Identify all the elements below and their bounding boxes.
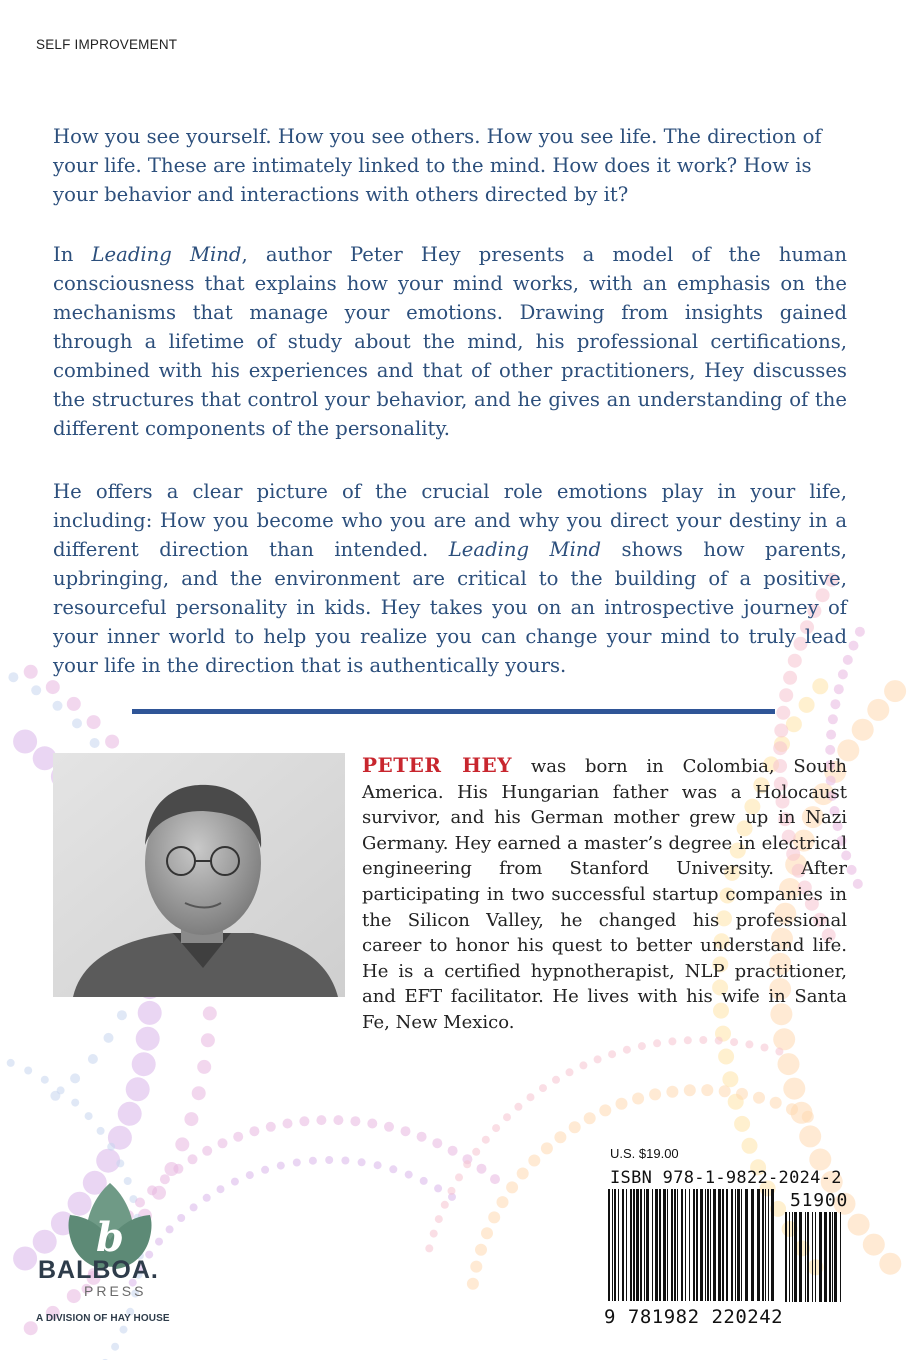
decor-dot (722, 1071, 738, 1087)
barcode-bar (630, 1189, 632, 1301)
decor-dot (132, 1052, 156, 1076)
barcode-bar (663, 1189, 666, 1301)
decor-dot (117, 1010, 127, 1020)
barcode-bar (707, 1189, 709, 1301)
publisher-sub: PRESS (84, 1283, 147, 1299)
decor-dot (684, 1036, 692, 1044)
barcode-bar (785, 1212, 787, 1302)
decor-dot (786, 1103, 798, 1115)
barcode-bar (618, 1189, 619, 1301)
decor-dot (46, 680, 60, 694)
decor-dot (579, 1061, 587, 1069)
barcode-bar (829, 1212, 831, 1302)
barcode-bar (667, 1189, 668, 1301)
decor-dot (776, 706, 790, 720)
barcode-bar (710, 1189, 711, 1301)
barcode-bar (655, 1189, 658, 1301)
barcode-bar (626, 1189, 627, 1301)
decor-dot (554, 1131, 566, 1143)
barcode-bar (726, 1189, 728, 1301)
decor-dot (41, 1076, 49, 1084)
ean-digits: 9 781982 220242 (604, 1306, 784, 1328)
barcode-bar (832, 1212, 833, 1302)
decor-dot (341, 1157, 349, 1165)
barcode-bar (622, 1189, 624, 1301)
author-name: PETER HEY (362, 753, 513, 777)
decor-dot (203, 1194, 211, 1202)
decor-dot (420, 1177, 428, 1185)
decor-dot (566, 1068, 574, 1076)
barcode-bar (693, 1189, 695, 1301)
barcode-bar (718, 1189, 721, 1301)
decor-dot (834, 684, 844, 694)
barcode-bar (696, 1189, 698, 1301)
barcode-bar (815, 1212, 816, 1302)
price-label: U.S. $19.00 (610, 1146, 679, 1161)
barcode-bar (757, 1189, 760, 1301)
barcode-bar (789, 1212, 790, 1302)
decor-dot (111, 1343, 119, 1351)
author-bio-text: was born in Colombia, South America. His Hungarian father was a Holocaust survivor, and his German mother grew up in Nazi Germany. Hey earned a master’s degree in electrical engineering from Stanford University. After participating in two successful startup companies in the Silicon Valley, he changed his professional career to honor his quest to better understand life. He is a certified hypnotherapist, NLP practitioner, and EFT facilitator. He lives with his wife in Santa Fe, New Mexico. (362, 756, 847, 1033)
decor-dot (475, 1244, 487, 1256)
decor-dot (31, 685, 41, 695)
decor-dot (283, 1119, 293, 1129)
decor-dot (539, 1084, 547, 1092)
barcode-bar (807, 1212, 809, 1302)
decor-dot (638, 1042, 646, 1050)
barcode-bar (644, 1189, 645, 1301)
barcode-bar (681, 1189, 683, 1301)
decor-dot (190, 1203, 198, 1211)
barcode-bar (735, 1189, 736, 1301)
decor-dot (503, 1113, 511, 1121)
decor-dot (384, 1122, 394, 1132)
decor-dot (828, 714, 838, 724)
barcode-bar (633, 1189, 635, 1301)
decor-dot (879, 1253, 901, 1275)
decor-dot (13, 730, 37, 754)
decor-dot (24, 1067, 32, 1075)
barcode-bar (722, 1189, 724, 1301)
blurb-paragraph-1 (53, 122, 847, 209)
section-divider (132, 709, 775, 714)
barcode-bar (674, 1189, 676, 1301)
decor-dot (715, 1037, 723, 1045)
decor-dot (455, 1173, 463, 1181)
decor-dot (203, 1006, 217, 1020)
decor-dot (389, 1165, 397, 1173)
barcode-bar (771, 1189, 774, 1301)
decor-dot (684, 1084, 696, 1096)
decor-dot (467, 1278, 479, 1290)
lotus-b-icon (30, 1175, 190, 1335)
author-photo (53, 753, 345, 997)
decor-dot (774, 724, 788, 738)
decor-dot (233, 1132, 243, 1142)
decor-dot (201, 1033, 215, 1047)
decor-dot (448, 1146, 458, 1156)
decor-dot (246, 1171, 254, 1179)
publisher-name: BALBOA. (38, 1256, 159, 1284)
decor-dot (730, 1038, 738, 1046)
decor-dot (599, 1104, 611, 1116)
decor-dot (325, 1156, 333, 1164)
decor-dot (266, 1122, 276, 1132)
barcode-bar (812, 1212, 813, 1302)
decor-dot (107, 1143, 115, 1151)
decor-dot (104, 1033, 114, 1043)
decor-dot (852, 719, 874, 741)
decor-dot (277, 1162, 285, 1170)
decor-dot (742, 1138, 758, 1154)
decor-dot (358, 1158, 366, 1166)
decor-dot (85, 1112, 93, 1120)
decor-dot (184, 1112, 198, 1126)
blurb-p1-text: How you see yourself. How you see others. How you see life. The direction of your life. These are intimately linked to the mind. How does it work? How is your behavior and interactions with others directed by it? (53, 125, 822, 206)
decor-dot (517, 1168, 529, 1180)
decor-dot (374, 1161, 382, 1169)
barcode-bar (636, 1189, 639, 1301)
decor-dot (231, 1178, 239, 1186)
barcode-bar (646, 1189, 649, 1301)
decor-dot (699, 1036, 707, 1044)
decor-dot (72, 718, 82, 728)
decor-dot (138, 1001, 162, 1025)
decor-dot (867, 699, 889, 721)
decor-dot (367, 1119, 377, 1129)
decor-dot (753, 1092, 765, 1104)
decor-dot (506, 1181, 518, 1193)
barcode-bar (612, 1189, 613, 1301)
book-title-italic: Leading Mind (448, 538, 602, 561)
barcode-bar (799, 1212, 802, 1302)
decor-dot (528, 1155, 540, 1167)
barcode-bar (741, 1189, 742, 1301)
decor-dot (594, 1055, 602, 1063)
blurb-p2-intro: In (53, 243, 92, 266)
decor-dot (778, 1053, 800, 1075)
decor-dot (761, 1044, 769, 1052)
decor-dot (734, 1116, 750, 1132)
decor-dot (492, 1124, 500, 1132)
decor-dot (623, 1046, 631, 1054)
decor-dot (770, 1097, 782, 1109)
barcode-bar (792, 1212, 793, 1302)
decor-dot (608, 1050, 616, 1058)
blurb-p2-rest: , author Peter Hey presents a model of the human consciousness that explains how your mind works, with an emphasis on the mechanisms that manage your emotions. Drawing from insights gained through a lifetime of study about the mind, his professional certifications, combined with his experiences and that of other practitioners, Hey discusses the structures that control your behavior, and he gives an understanding of the different components of the personality. (53, 243, 848, 440)
decor-dot (316, 1115, 326, 1125)
decor-dot (118, 1102, 142, 1126)
decor-dot (126, 1077, 150, 1101)
decor-dot (173, 1164, 183, 1174)
barcode-bar (659, 1189, 661, 1301)
decor-dot (88, 1054, 98, 1064)
decor-dot (299, 1116, 309, 1126)
decor-dot (786, 716, 802, 732)
decor-dot (96, 1149, 120, 1173)
decor-dot (527, 1093, 535, 1101)
decor-dot (432, 1138, 442, 1148)
decor-dot (736, 1088, 748, 1100)
decor-dot (653, 1039, 661, 1047)
barcode-bar (834, 1212, 837, 1302)
book-title-italic: Leading Mind (91, 243, 242, 266)
isbn-barcode (608, 1189, 784, 1307)
barcode-bar (677, 1189, 678, 1301)
barcode-bar (762, 1189, 764, 1301)
decor-dot (799, 1125, 821, 1147)
decor-dot (799, 697, 815, 713)
barcode-bar (745, 1189, 748, 1301)
decor-dot (441, 1201, 449, 1209)
isbn-label: ISBN 978-1-9822-2024-2 (610, 1168, 842, 1188)
blurb-p3-rest: shows how parents, upbringing, and the environment are critical to the building of a positive, resourceful personality in kids. Hey takes you on an introspective journey of your inner world to help you realize you can change your mind to truly lead your life in the direction that is authentically yours. (53, 538, 848, 677)
barcode-bar (840, 1212, 841, 1302)
decor-dot (430, 1230, 438, 1238)
decor-dot (668, 1037, 676, 1045)
svg-text:b: b (96, 1214, 124, 1261)
barcode-bar (805, 1212, 806, 1302)
barcode-bar (794, 1212, 797, 1302)
decor-dot (775, 1048, 783, 1056)
decor-dot (67, 697, 81, 711)
decor-dot (57, 1086, 65, 1094)
decor-dot (745, 1040, 753, 1048)
decor-dot (136, 1027, 160, 1051)
decor-dot (488, 1211, 500, 1223)
decor-dot (853, 879, 863, 889)
decor-dot (616, 1098, 628, 1110)
barcode-bar (652, 1189, 653, 1301)
price-code-label: 51900 (790, 1190, 849, 1211)
decor-dot (53, 701, 63, 711)
decor-dot (188, 1154, 198, 1164)
decor-dot (217, 1185, 225, 1193)
decor-dot (541, 1142, 553, 1154)
decor-dot (849, 641, 859, 651)
decor-dot (855, 627, 865, 637)
decor-dot (425, 1244, 433, 1252)
barcode-bar (685, 1189, 686, 1301)
decor-dot (116, 1159, 124, 1167)
decor-dot (779, 688, 793, 702)
blurb-paragraph-2 (53, 240, 847, 443)
decor-dot (826, 730, 836, 740)
decor-dot (333, 1115, 343, 1125)
decor-dot (401, 1126, 411, 1136)
author-bio (362, 753, 847, 1036)
decor-dot (482, 1136, 490, 1144)
decor-dot (175, 1137, 189, 1151)
decor-dot (884, 680, 906, 702)
price-addon-barcode (785, 1212, 851, 1308)
barcode-bar (689, 1189, 690, 1301)
decor-dot (24, 665, 38, 679)
barcode-bar (819, 1212, 822, 1302)
decor-dot (470, 1261, 482, 1273)
decor-dot (472, 1148, 480, 1156)
decor-dot (847, 865, 857, 875)
decor-dot (477, 1164, 487, 1174)
decor-dot (70, 1073, 80, 1083)
blurb-paragraph-3 (53, 477, 847, 680)
decor-dot (448, 1187, 456, 1195)
barcode-bar (614, 1189, 616, 1301)
decor-dot (514, 1103, 522, 1111)
barcode-bar (737, 1189, 740, 1301)
decor-dot (218, 1138, 228, 1148)
decor-dot (434, 1184, 442, 1192)
decor-dot (863, 1234, 885, 1256)
barcode-bar (765, 1189, 766, 1301)
decor-dot (71, 1099, 79, 1107)
decor-dot (569, 1121, 581, 1133)
decor-dot (97, 1127, 105, 1135)
decor-dot (649, 1088, 661, 1100)
decor-dot (405, 1171, 413, 1179)
barcode-bar (700, 1189, 703, 1301)
decor-dot (719, 1085, 731, 1097)
decor-dot (701, 1084, 713, 1096)
decor-dot (830, 699, 840, 709)
barcode-bar (608, 1189, 610, 1301)
decor-dot (309, 1157, 317, 1165)
decor-dot (552, 1076, 560, 1084)
decor-dot (350, 1116, 360, 1126)
decor-dot (293, 1159, 301, 1167)
decor-dot (202, 1146, 212, 1156)
decor-dot (490, 1174, 500, 1184)
decor-dot (87, 715, 101, 729)
decor-dot (666, 1086, 678, 1098)
decor-dot (197, 1060, 211, 1074)
decor-dot (192, 1086, 206, 1100)
decor-dot (463, 1160, 471, 1168)
decor-dot (249, 1126, 259, 1136)
decor-dot (8, 672, 18, 682)
decor-dot (802, 1111, 814, 1123)
decor-dot (584, 1112, 596, 1124)
barcode-bar (640, 1189, 642, 1301)
decor-dot (497, 1196, 509, 1208)
publisher-tagline: A DIVISION OF HAY HOUSE (36, 1313, 170, 1324)
decor-dot (632, 1093, 644, 1105)
category-label: SELF IMPROVEMENT (36, 37, 178, 52)
decor-dot (417, 1132, 427, 1142)
decor-dot (812, 678, 828, 694)
decor-dot (481, 1227, 493, 1239)
barcode-bar (824, 1212, 827, 1302)
barcode-bar (671, 1189, 673, 1301)
decor-dot (435, 1215, 443, 1223)
decor-dot (105, 735, 119, 749)
decor-dot (7, 1059, 15, 1067)
blurb-p3-start: He offers a clear picture of the crucial role emotions play in your life, including: How you become who you are and why you direct your destiny in a different direction than intended. (53, 480, 847, 561)
barcode-bar (768, 1189, 769, 1301)
barcode-bar (751, 1189, 754, 1301)
decor-dot (718, 1049, 734, 1065)
decor-dot (783, 1078, 805, 1100)
barcode-bar (705, 1189, 706, 1301)
decor-dot (90, 738, 100, 748)
decor-dot (261, 1166, 269, 1174)
barcode-bar (731, 1189, 733, 1301)
barcode-bar (713, 1189, 716, 1301)
